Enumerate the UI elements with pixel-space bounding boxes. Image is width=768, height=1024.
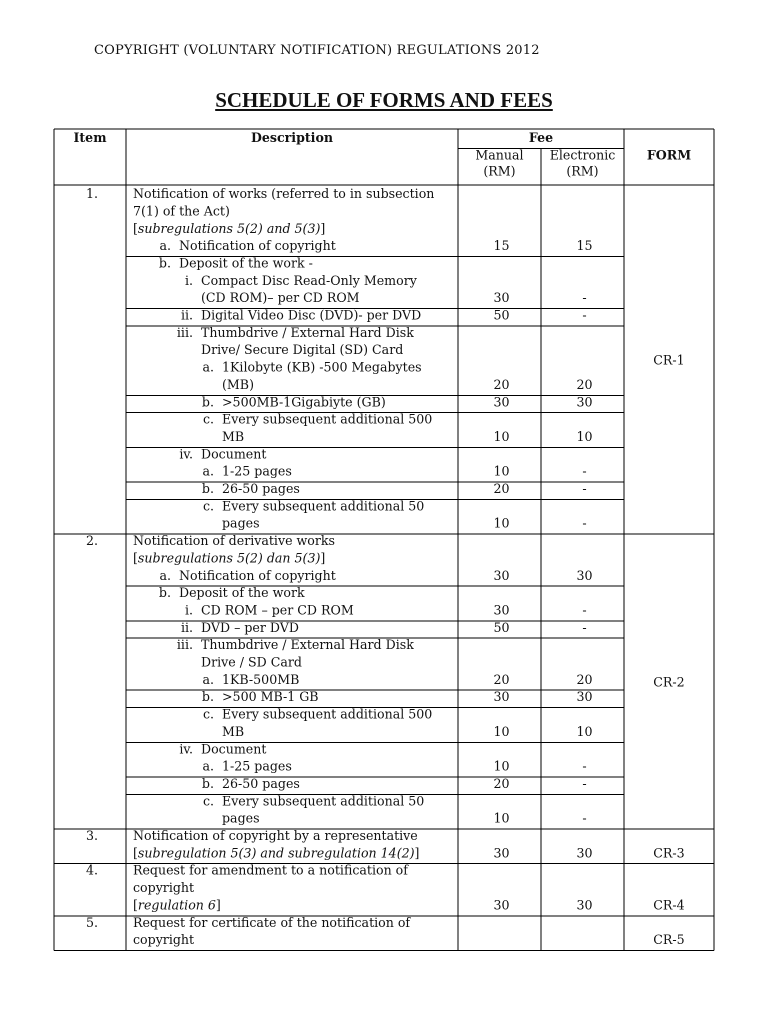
manual-fee: 30 [493,394,510,410]
list-marker: i. [184,272,193,288]
electronic-fee: - [582,481,587,496]
list-marker: iv. [179,741,193,757]
description-line: DVD – per DVD [201,619,299,635]
electronic-fee: - [582,307,587,323]
item-number: 1. [85,186,99,202]
form-code: CR-1 [653,352,685,368]
electronic-fee: - [582,810,587,826]
manual-fee: 15 [493,238,510,254]
description-line: 1-25 pages [222,463,292,479]
description-line: [subregulations 5(2) dan 5(3)] [133,550,326,566]
list-marker: a. [202,671,214,687]
item-number: 4. [85,862,99,878]
item-number: 3. [85,828,99,843]
list-marker: c. [202,706,214,722]
electronic-fee: 30 [576,897,593,913]
list-marker: ii. [180,619,193,635]
manual-fee: 20 [493,775,510,791]
electronic-fee: 30 [576,845,593,861]
electronic-fee: - [582,775,587,791]
description-line: Notification of derivative works [133,533,336,549]
list-marker: iii. [176,637,193,653]
description-line: [subregulations 5(2) and 5(3)] [133,220,326,236]
header-electronic-unit: (RM) [566,163,599,179]
list-marker: i. [184,602,193,618]
header-fee: Fee [528,130,554,145]
list-marker: c. [202,498,214,514]
manual-fee: 10 [493,463,510,479]
description-line: pages [222,515,260,531]
description-line: MB [222,428,245,444]
electronic-fee: 30 [576,689,593,705]
list-marker: b. [201,775,214,791]
list-marker: a. [159,567,171,583]
manual-fee: 10 [493,515,510,531]
description-line: Digital Video Disc (DVD)- per DVD [201,307,422,323]
electronic-fee: 30 [576,567,593,583]
list-marker: iv. [179,446,193,462]
header-form: FORM [646,147,692,163]
manual-fee: 30 [493,845,510,861]
electronic-fee: 20 [576,671,593,687]
description-line: 1KB-500MB [222,671,300,687]
form-code: CR-3 [653,845,685,861]
electronic-fee: - [582,758,587,774]
list-marker: a. [202,359,214,375]
manual-fee: 20 [493,671,510,687]
list-marker: a. [202,758,214,774]
manual-fee: 30 [493,602,510,618]
electronic-fee: - [582,602,587,618]
description-line: Document [201,741,267,757]
list-marker: a. [202,463,214,479]
list-marker: b. [201,689,214,705]
electronic-fee: - [582,290,587,306]
description-line: Every subsequent additional 500 [222,411,433,427]
form-code: CR-5 [653,932,685,948]
form-code: CR-2 [653,674,685,690]
header-description: Description [250,130,334,145]
list-marker: b. [201,481,214,496]
list-marker: c. [202,793,214,809]
description-line: Deposit of the work [179,585,305,601]
description-line: Thumbdrive / External Hard Disk [201,324,414,340]
description-line: [regulation 6] [133,897,221,913]
header-electronic: Electronic [549,147,616,163]
manual-fee: 10 [493,758,510,774]
description-line: CD ROM – per CD ROM [201,602,354,618]
list-marker: a. [159,238,171,254]
description-line: copyright [133,932,195,948]
manual-fee: 10 [493,723,510,739]
header-manual-unit: (RM) [483,163,516,179]
description-line: Notification of copyright [179,238,336,254]
description-line: Every subsequent additional 500 [222,706,433,722]
description-line: Notification of copyright by a representative [133,828,418,843]
description-line: >500 MB-1 GB [222,689,319,705]
manual-fee: 20 [493,376,510,392]
list-marker: b. [158,585,171,601]
header-manual: Manual [475,147,524,163]
list-marker: b. [201,394,214,410]
description-line: pages [222,810,260,826]
form-code: CR-4 [653,897,685,913]
manual-fee: 50 [493,619,510,635]
list-marker: c. [202,411,214,427]
electronic-fee: - [582,619,587,635]
list-marker: iii. [176,324,193,340]
description-line: 26-50 pages [222,775,300,791]
description-line: Notification of copyright [179,567,336,583]
manual-fee: 30 [493,897,510,913]
description-line: (CD ROM)– per CD ROM [201,290,360,306]
manual-fee: 10 [493,428,510,444]
description-line: Every subsequent additional 50 [222,498,425,514]
description-line: Request for certificate of the notification of [133,914,411,930]
description-line: MB [222,723,245,739]
description-line: [subregulation 5(3) and subregulation 14(2)] [133,845,420,861]
description-line: 26-50 pages [222,481,300,496]
description-line: Thumbdrive / External Hard Disk [201,637,414,653]
description-line: >500MB-1Gigabiyte (GB) [222,394,386,410]
description-line: Drive / SD Card [201,654,302,670]
header-item: Item [73,130,107,145]
description-line: Every subsequent additional 50 [222,793,425,809]
description-line: Drive/ Secure Digital (SD) Card [201,342,404,358]
manual-fee: 10 [493,810,510,826]
description-line: (MB) [222,376,254,392]
item-number: 2. [85,533,99,549]
electronic-fee: - [582,515,587,531]
document-header: COPYRIGHT (VOLUNTARY NOTIFICATION) REGULATIONS 2012 [94,43,540,58]
description-line: 7(1) of the Act) [133,203,230,219]
manual-fee: 50 [493,307,510,323]
item-number: 5. [85,914,99,930]
description-line: 1Kilobyte (KB) -500 Megabytes [222,359,422,375]
electronic-fee: 15 [576,238,593,254]
manual-fee: 30 [493,290,510,306]
description-line: Deposit of the work - [179,255,313,271]
electronic-fee: - [582,463,587,479]
description-line: 1-25 pages [222,758,292,774]
description-line: Request for amendment to a notification of [133,862,408,878]
electronic-fee: 10 [576,723,593,739]
list-marker: ii. [180,307,193,323]
electronic-fee: 30 [576,394,593,410]
electronic-fee: 10 [576,428,593,444]
electronic-fee: 20 [576,376,593,392]
manual-fee: 30 [493,689,510,705]
schedule-title: SCHEDULE OF FORMS AND FEES [215,88,553,112]
description-line: copyright [133,880,195,896]
description-line: Document [201,446,267,462]
list-marker: b. [158,255,171,271]
manual-fee: 30 [493,567,510,583]
manual-fee: 20 [493,481,510,496]
description-line: Notification of works (referred to in subsection [133,186,435,202]
description-line: Compact Disc Read-Only Memory [201,272,417,288]
